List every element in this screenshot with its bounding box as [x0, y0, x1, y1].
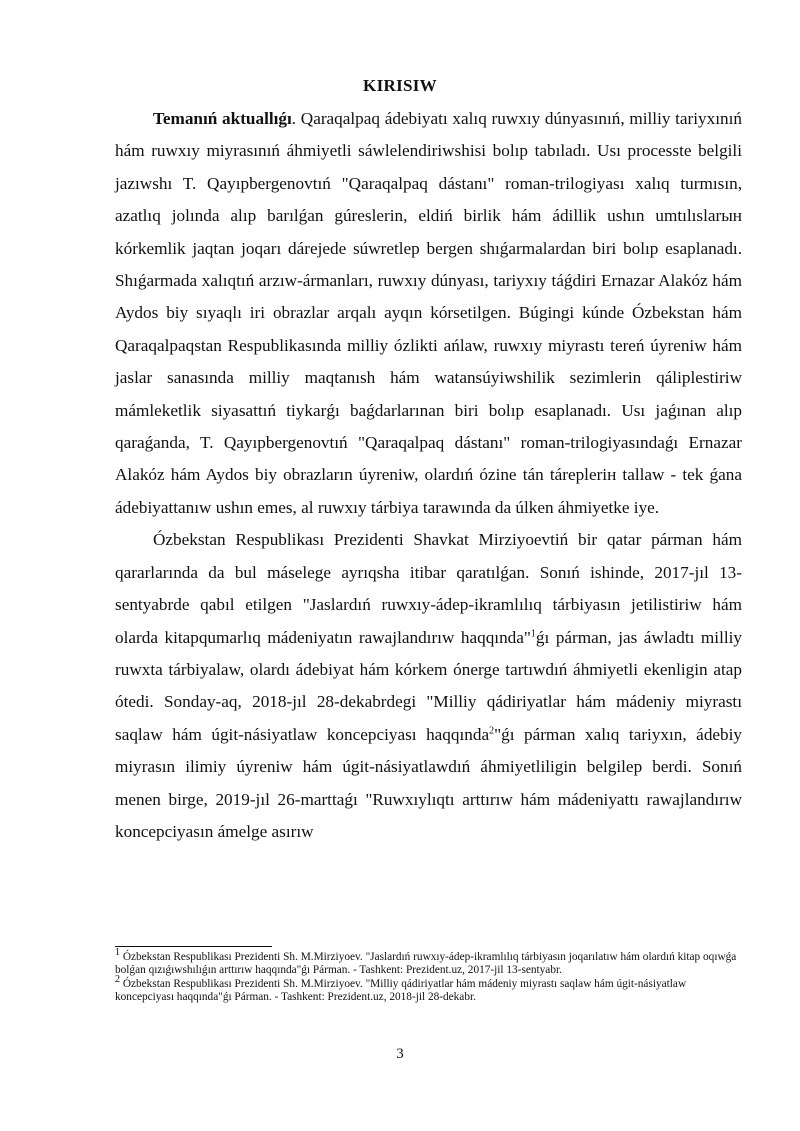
footnote-ref[interactable]: 2 — [489, 724, 495, 736]
paragraph-text-part: Ózbekstan Respublikası Prezidenti Shavkat Mirziyoevtiń bir qatar párman hám qararlarında da bul máselege ayrıqsha itibar qaratılǵan. Sonıń ishinde, 2017-jıl 13-sentyabrde qabıl etilgen "Jaslardıń ruwxıy-ádep-ikramlılıq tárbiyasın jetilistiriw hám olarda kitapqumarlıq mádeniyatın rawajlandırıw haqqında" — [115, 530, 742, 647]
footnote-item — [115, 974, 742, 1005]
footnote-divider — [115, 946, 272, 947]
page-number: 3 — [396, 1046, 404, 1062]
paragraph-text-part: "ǵı párman xalıq tariyxın, ádebiy miyrasın ilimiy úyreniw hám úgit-násiyatlawdıń áhmiyetliligin belgilep berdi. Sonıń menen birge, 2019-jıl 26-marttaǵı "Ruwxıylıqtı arttırıw hám mádeniyattı rawajlandırıw koncepciyasın ámelge asırıw — [115, 724, 742, 841]
footnotes — [115, 947, 742, 1005]
paragraph-relevance — [115, 103, 742, 524]
paragraph-lead: Temanıń aktuallıǵı — [153, 109, 292, 128]
footnote-item — [115, 947, 742, 978]
paragraph-decrees — [115, 524, 742, 848]
footnote-text: Ózbekstan Respublikası Prezidenti Sh. M.Mirziyoev. "Milliy qádiriyatlar hám mádeniy miyrastı saqlaw hám úgit-násiyatlaw koncepciyası haqqında"ǵı Párman. - Tashkent: Prezident.uz, 2018-jil 28-dekabr. — [115, 977, 687, 1004]
body-text — [115, 103, 742, 848]
footnote-ref[interactable]: 1 — [530, 627, 536, 639]
footnote-mark: 2 — [115, 974, 120, 986]
section-heading: KIRISIW — [363, 76, 437, 95]
footnote-mark: 1 — [115, 947, 120, 959]
paragraph-text-part: ǵı párman, jas áwladtı milliy ruwxta tárbiyalaw, olardı ádebiyat hám kórkem ónerge tartıwdıń áhmiyetli ekenligin atap ótedi. Sonday-aq, 2018-jıl 28-dekabrdegi "Milliy qádiriyatlar hám mádeniy miyrastı saqlaw hám úgit-násiyatlaw koncepciyası haqqında — [115, 627, 742, 744]
paragraph-text: . Qaraqalpaq ádebiyatı xalıq ruwxıy dúnyasınıń, milliy tariyxınıń hám ruwxıy miyrasınıń áhmiyetli sáwlelendiriwshisi bolıp tabıladı. Usı processte belgili jazıwshı T. Qayıpbergenovtıń "Qaraqalpaq dástanı" roman-trilogiyası xalıq turmısın, azatlıq jolında alıp barılǵan gúreslerin, eldiń birlik hám ádillik ushın umtılıslarын kórkemlik jaqtan joqarı dárejede súwretlep bergen shıǵarmalardan biri bolıp esaplanadı. Shıǵarmada xalıqtıń arzıw-ármanları, ruwxıy dúnyası, tariyxıy táǵdiri Ernazar Alakóz hám Aydos biy sıyaqlı iri obrazlar arqalı ayqın kórsetilgen. Búgingi kúnde Ózbekstan hám Qaraqalpaqstan Respublikasında milliy ózlikti ańlaw, ruwxıy miyrastı tereń úyreniw hám jaslar sanasında milliy maqtanısh hám watansúyiwshilik sezimlerin qáliplestiriw mámleketlik siyasattıń tiykarǵı baǵdarlarınan biri bolıp esaplanadı. Usı jaǵınan alıp qaraǵanda, T. Qayıpbergenovtıń "Qaraqalpaq dástanı" roman-trilogiyasındaǵı Ernazar Alakóz hám Aydos biy obrazların úyreniw, olardıń ózine tán tárepleriн tallaw - tek ǵana ádebiyattanıw ushın emes, al ruwxıy tárbiya tarawında da úlken áhmiyetke iye. — [115, 109, 742, 517]
footnote-text: Ózbekstan Respublikası Prezidenti Sh. M.Mirziyoev. "Jaslardıń ruwxıy-ádep-ikramlılıq tárbiyasın joqarılatıw hám olardıń kitap oqıwǵa bolǵan qızıǵıwshılıǵın arttırıw haqqında"ǵı Párman. - Tashkent: Prezident.uz, 2017-jil 13-sentyabr. — [115, 951, 737, 977]
